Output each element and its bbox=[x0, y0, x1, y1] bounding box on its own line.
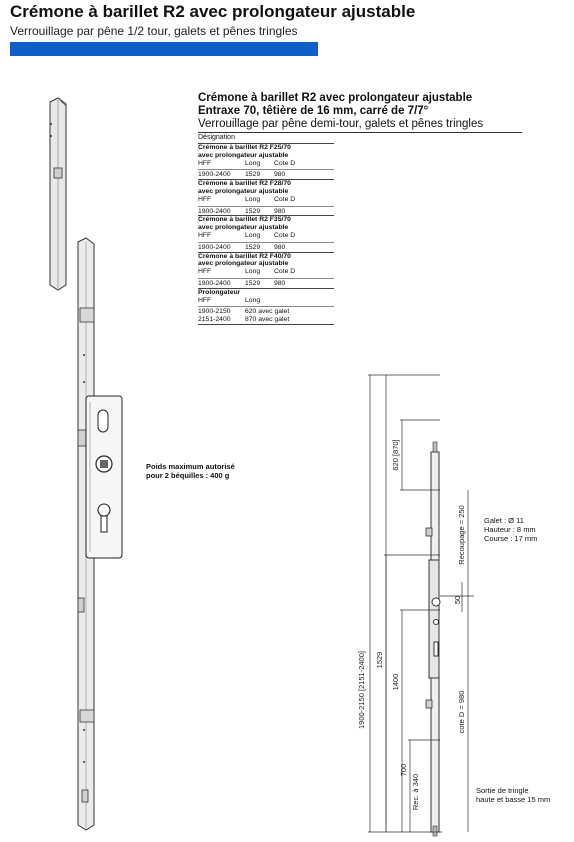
extension-entry bbox=[198, 289, 334, 325]
product-name: Crémone à barillet R2 F35/70 bbox=[198, 216, 291, 224]
product-values bbox=[198, 278, 334, 288]
extension-name: Prolongateur bbox=[198, 288, 241, 296]
product-name: Crémone à barillet R2 F40/70 bbox=[198, 252, 291, 260]
product-columns bbox=[198, 160, 334, 168]
dim-rec-340: Rec. à 340 bbox=[411, 773, 420, 811]
col-cote-d: Cote D bbox=[274, 195, 296, 203]
spec-heading: Crémone à barillet R2 avec prolongateur ajustable bbox=[198, 92, 473, 104]
roller-note bbox=[484, 516, 537, 543]
col-hff: HFF bbox=[198, 195, 212, 203]
val-cote-d: 980 bbox=[274, 207, 286, 215]
col-cote-d: Cote D bbox=[274, 268, 296, 276]
product-drawing-left bbox=[40, 90, 130, 840]
dim-extension: 620 [870] bbox=[391, 439, 400, 471]
col-long: Long bbox=[245, 296, 261, 304]
product-entry bbox=[198, 216, 334, 252]
product-values bbox=[198, 206, 334, 216]
roller-note-line3: Course : 17 mm bbox=[484, 534, 538, 543]
col-long: Long bbox=[245, 268, 261, 276]
product-values bbox=[198, 169, 334, 179]
dim-hff: 1900-2150 [2151-2400] bbox=[357, 651, 366, 729]
product-entry bbox=[198, 144, 334, 180]
weight-note-line2: pour 2 béquilles : 400 g bbox=[146, 471, 230, 480]
col-cote-d: Cote D bbox=[274, 159, 296, 167]
product-name: Crémone à barillet R2 F28/70 bbox=[198, 180, 291, 188]
col-long: Long bbox=[245, 159, 261, 167]
product-columns bbox=[198, 196, 334, 204]
spec-heading-2: Entraxe 70, têtière de 16 mm, carré de 7/7° bbox=[198, 105, 429, 117]
val-long: 870 avec galet bbox=[245, 316, 290, 324]
product-entry bbox=[198, 253, 334, 289]
col-cote-d: Cote D bbox=[274, 231, 296, 239]
col-hff: HFF bbox=[198, 268, 212, 276]
product-name-2: avec prolongateur ajustable bbox=[198, 260, 289, 268]
val-hff: 1900-2400 bbox=[198, 171, 231, 179]
spec-block bbox=[198, 92, 528, 325]
val-long: 1529 bbox=[245, 279, 261, 287]
dim-long: 1529 bbox=[375, 651, 384, 669]
val-long: 620 avec galet bbox=[245, 308, 290, 316]
roller bbox=[426, 528, 432, 536]
dimension-drawing bbox=[350, 360, 550, 842]
rod-note-line1: Sortie de tringle bbox=[476, 786, 529, 795]
product-name-2: avec prolongateur ajustable bbox=[198, 224, 289, 232]
col-hff: HFF bbox=[198, 159, 212, 167]
col-long: Long bbox=[245, 195, 261, 203]
product-columns bbox=[198, 268, 334, 276]
val-long: 1529 bbox=[245, 207, 261, 215]
title-accent-bar bbox=[10, 42, 318, 56]
col-hff: HFF bbox=[198, 296, 212, 304]
roller bbox=[426, 700, 432, 708]
extension-columns bbox=[198, 297, 334, 305]
designation-label: Désignation bbox=[198, 133, 334, 144]
product-name: Crémone à barillet R2 F25/70 bbox=[198, 144, 291, 151]
val-cote-d: 980 bbox=[274, 171, 286, 179]
product-columns bbox=[198, 232, 334, 240]
roller-note-line1: Galet : Ø 11 bbox=[484, 516, 524, 525]
val-cote-d: 980 bbox=[274, 279, 286, 287]
val-cote-d: 980 bbox=[274, 243, 286, 251]
val-long: 1529 bbox=[245, 243, 261, 251]
col-hff: HFF bbox=[198, 231, 212, 239]
extension-row bbox=[198, 306, 334, 316]
extension-row bbox=[198, 316, 334, 324]
weight-note bbox=[146, 462, 235, 480]
val-hff: 1900-2400 bbox=[198, 243, 231, 251]
lock-case-side bbox=[429, 560, 439, 678]
dim-recoupage: Recoupage = 250 bbox=[457, 505, 466, 565]
dim-cote-d: cote D = 980 bbox=[457, 690, 466, 734]
product-values bbox=[198, 242, 334, 252]
col-long: Long bbox=[245, 231, 261, 239]
page-title: Crémone à barillet R2 avec prolongateur ajustable bbox=[10, 2, 416, 21]
product-name-2: avec prolongateur ajustable bbox=[198, 151, 289, 159]
extension-piece bbox=[50, 98, 66, 290]
product-entry bbox=[198, 180, 334, 216]
spec-heading-3: Verrouillage par pêne demi-tour, galets et pênes tringles bbox=[198, 118, 522, 133]
dim-50: 50 bbox=[453, 595, 462, 605]
val-hff: 2151-2400 bbox=[198, 316, 231, 324]
dim-700: 700 bbox=[399, 763, 408, 777]
rod-note-line2: haute et basse 15 mm bbox=[476, 795, 551, 804]
lock-case bbox=[86, 396, 122, 558]
val-hff: 1900-2150 bbox=[198, 308, 231, 316]
val-hff: 1900-2400 bbox=[198, 279, 231, 287]
product-name-2: avec prolongateur ajustable bbox=[198, 187, 289, 195]
rod-note bbox=[476, 786, 550, 804]
dim-1400: 1400 bbox=[391, 673, 400, 691]
page-subtitle: Verrouillage par pêne 1/2 tour, galets et pênes tringles bbox=[10, 24, 298, 38]
val-hff: 1900-2400 bbox=[198, 207, 231, 215]
val-long: 1529 bbox=[245, 171, 261, 179]
weight-note-line1: Poids maximum autorisé bbox=[146, 462, 235, 471]
roller-note-line2: Hauteur : 8 mm bbox=[484, 525, 536, 534]
